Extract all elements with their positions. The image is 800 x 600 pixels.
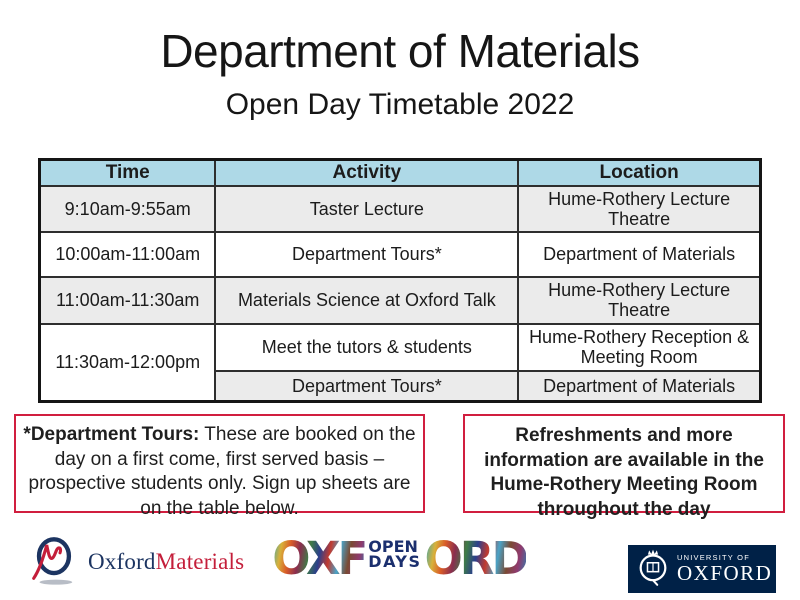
oxford-logo-text	[677, 554, 772, 584]
cell-location: Department of Materials	[518, 371, 760, 402]
column-header-location: Location	[518, 160, 760, 186]
cell-time: 10:00am-11:00am	[40, 232, 216, 277]
table-row	[40, 277, 761, 324]
timetable-header-row	[40, 160, 761, 186]
oxford-label: OXFORD	[677, 560, 773, 585]
oxford-materials-logo	[26, 534, 244, 590]
table-row	[40, 232, 761, 277]
department-tours-note	[14, 414, 425, 520]
cell-time: 11:00am-11:30am	[40, 277, 216, 324]
oxford-materials-icon	[26, 532, 80, 593]
page-subtitle: Open Day Timetable 2022	[225, 88, 575, 121]
wordmark-materials: Materials	[155, 549, 245, 574]
note-lead: *Department Tours:	[23, 424, 200, 445]
wordmark-oxford: Oxford	[88, 549, 156, 574]
cell-location: Hume-Rothery Lecture Theatre	[518, 277, 760, 324]
table-row	[40, 186, 761, 232]
open-days-label	[368, 536, 422, 571]
open-days-letters-left: OXF	[272, 531, 366, 585]
refreshments-note: Refreshments and more information are available in the Hume-Rothery Meeting Room throughout the day	[463, 414, 785, 513]
cell-location: Hume-Rothery Lecture Theatre	[518, 186, 760, 232]
oxford-crest-icon	[636, 546, 670, 593]
cell-activity: Materials Science at Oxford Talk	[215, 277, 518, 324]
note-body: These are booked on the day on a first come, first served basis – prospective students only. Sign up sheets are on the table below.	[28, 424, 416, 520]
cell-location: Department of Materials	[518, 232, 760, 277]
cell-activity: Department Tours*	[215, 371, 518, 402]
cell-activity: Department Tours*	[215, 232, 518, 277]
column-header-activity: Activity	[215, 160, 518, 186]
oxford-open-days-logo	[272, 531, 526, 585]
cell-activity: Meet the tutors & students	[215, 324, 518, 371]
open-days-letters-right: ORD	[424, 531, 526, 585]
timetable	[38, 158, 762, 403]
open-days-word-days: DAYS	[368, 552, 422, 571]
cell-time: 11:30am-12:00pm	[40, 324, 216, 402]
open-days-word-open: OPEN	[368, 536, 418, 556]
university-of-oxford-logo	[628, 545, 776, 593]
column-header-time: Time	[40, 160, 216, 186]
cell-time: 9:10am-9:55am	[40, 186, 216, 232]
page-title: Department of Materials	[160, 25, 640, 77]
cell-activity: Taster Lecture	[215, 186, 518, 232]
cell-location: Hume-Rothery Reception & Meeting Room	[518, 324, 760, 371]
table-row	[40, 324, 761, 371]
university-of-label: UNIVERSITY OF	[677, 553, 750, 563]
oxford-materials-wordmark	[88, 549, 244, 575]
